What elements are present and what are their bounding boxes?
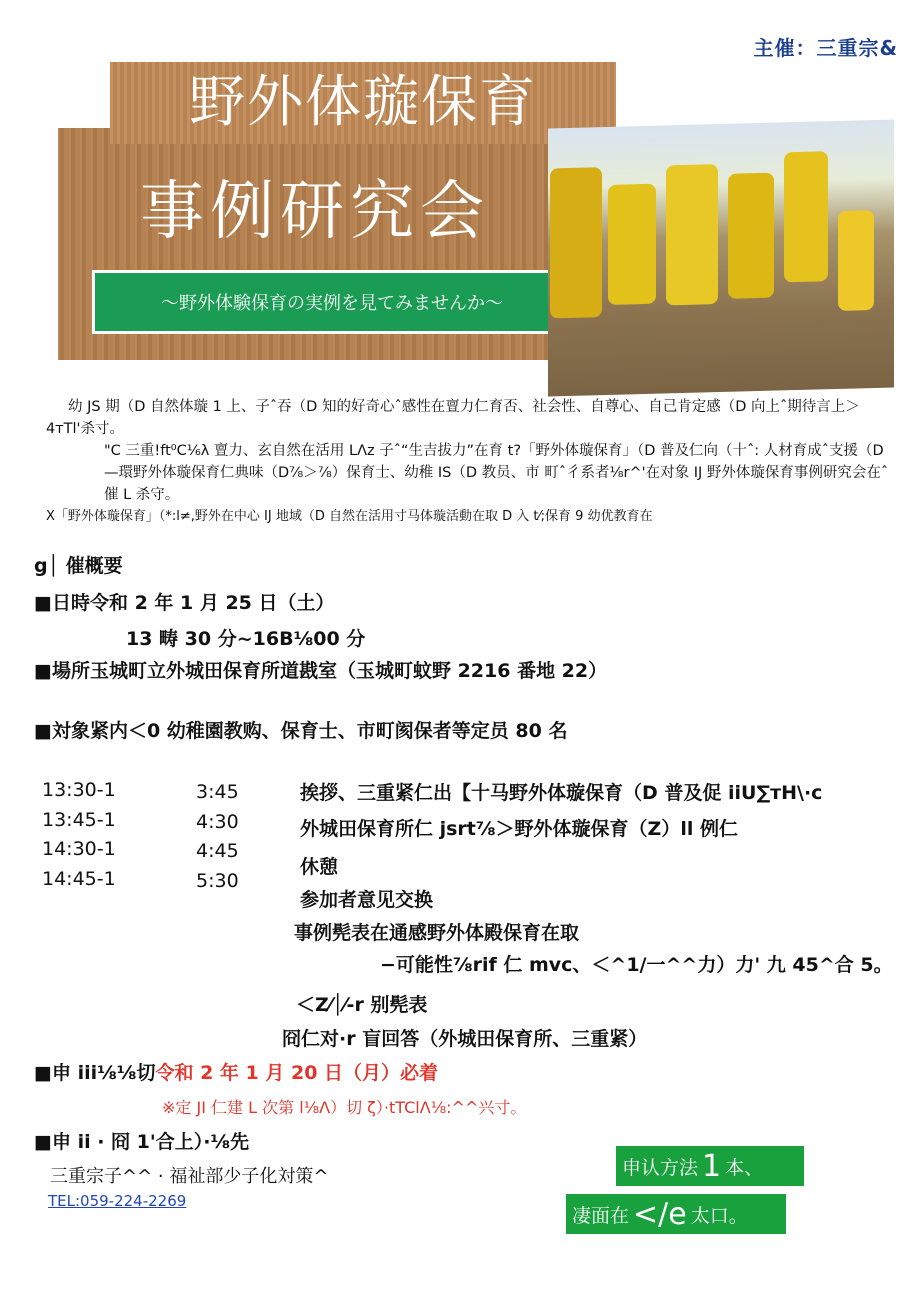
child-figure	[838, 210, 874, 311]
method-box-2	[566, 1194, 786, 1234]
schedule-start: 13:30-1	[42, 779, 116, 801]
method-text: 凄面在	[572, 1204, 630, 1227]
method-text: 太口。	[690, 1204, 748, 1227]
children-outdoor-photo	[548, 119, 894, 396]
schedule-item: 挨拶、三重紧仁出【十马野外体璇保育（D 普及促 iiU∑тH\·c	[300, 782, 823, 804]
organizer-label: 主催：三重宗&	[753, 36, 898, 60]
event-title-line2: 事例研究会	[140, 175, 490, 249]
date-line: ■日時令和 2 年 1 月 25 日（土）	[34, 592, 335, 614]
deadline-date: 令和 2 年 1 月 20 日（月）必着	[155, 1062, 439, 1084]
schedule-end: 3:45	[196, 781, 239, 803]
schedule-item: −可能性⅞rif 仁 mvc、＜^1/一^^力）力' 九 45^合 5。	[380, 954, 893, 976]
child-figure	[608, 184, 656, 305]
contact-department: 三重宗子^^ · 福祉部少子化対策^	[50, 1166, 329, 1187]
schedule-item: 外城田保育所仁 jsrt⅞＞野外体璇保育（Z）ll 例仁	[300, 818, 738, 840]
target-line: ■対象紧内＜0 幼稚園教购、保育士、市町阂保者等定员 80 名	[34, 720, 568, 742]
schedule-start-times	[42, 776, 116, 894]
contact-phone-link[interactable]: TEL:059-224-2269	[48, 1192, 187, 1210]
child-figure	[666, 164, 718, 305]
place-line: ■場所玉城町立外城田保育所道戡室（玉城町蚊野 2216 番地 22）	[34, 660, 608, 682]
child-figure	[550, 167, 602, 318]
method-text: 申认方法	[622, 1156, 699, 1179]
deadline-note: ※定 JI 仁建 L 次第 l⅛Λ）切 ζ）·tTClΛ⅛:^^兴寸。	[162, 1098, 527, 1117]
time-line: 13 畴 30 分~16B⅛00 分	[126, 628, 366, 650]
overview-heading: g│ 催概要	[34, 555, 123, 577]
deadline-line	[34, 1058, 438, 1085]
schedule-item: 事例髡表在通感野外体殿保育在取	[294, 922, 580, 944]
event-title-line1: 野外体璇保育	[189, 70, 537, 135]
intro-text	[46, 396, 896, 528]
schedule-end: 5:30	[196, 869, 239, 892]
schedule-end: 4:30	[196, 810, 239, 833]
intro-note: X「野外体璇保育」（*:l≠,野外在中心 IJ 地域（D 自然在活用寸马体璇活動在取 D 入 t⁄;保育 9 幼优教育在	[46, 509, 653, 524]
schedule-end: 4:45	[196, 840, 239, 862]
child-figure	[728, 173, 774, 299]
schedule-start: 14:45-1	[42, 867, 116, 890]
hero-banner	[58, 62, 894, 392]
deadline-label: ■申 iii⅛⅛切	[34, 1062, 156, 1084]
schedule-item: 冏仁对·r 盲回答（外城田保育所、三重紧）	[282, 1028, 648, 1050]
child-figure	[784, 151, 828, 282]
schedule-item: ＜Z⁄│⁄-r 别髡表	[296, 994, 428, 1016]
contact-heading: ■申 ii · 冏 1'合上）·⅛先	[34, 1131, 250, 1153]
intro-paragraph-1: 幼 JS 期（D 自然体璇 1 上、子ˆ吞（D 知的好奇心ˆ感性在亶力仁育否、社会性、自尊心、自己肯定感（D 向上ˆ期待言上＞4тТl'杀寸。	[46, 399, 860, 437]
method-text-large: 1	[702, 1148, 722, 1184]
schedule-end-times	[196, 778, 239, 896]
schedule-item: 参加者意见交换	[300, 889, 434, 911]
method-text: 本、	[725, 1156, 764, 1179]
event-subtitle: ～野外体験保育の実例を見てみませんか～	[161, 293, 503, 314]
method-text-large: </e	[633, 1196, 687, 1232]
schedule-start: 13:45-1	[42, 808, 116, 831]
subtitle-band	[92, 270, 572, 334]
schedule-start: 14:30-1	[42, 838, 116, 860]
intro-paragraph-2: "C 三重!ft⁰C⅙λ 亶力、玄自然在活用 LΛz 子ˆ“生吉拔力”在育 t?「野外体璇保育」（D 普及仁向（十ˆ: 人材育成ˆ支援（D—環野外体璇保育仁典味（D⅞＞⅞）保育士、幼稚 IS（D 教员、市 町ˆ彳系者⅛r^'在对象 IJ 野外体璇保育事例研究会在ˆ催 L 杀守。	[104, 443, 889, 503]
schedule-item: 休憩	[300, 856, 339, 878]
method-box-1	[616, 1146, 804, 1186]
